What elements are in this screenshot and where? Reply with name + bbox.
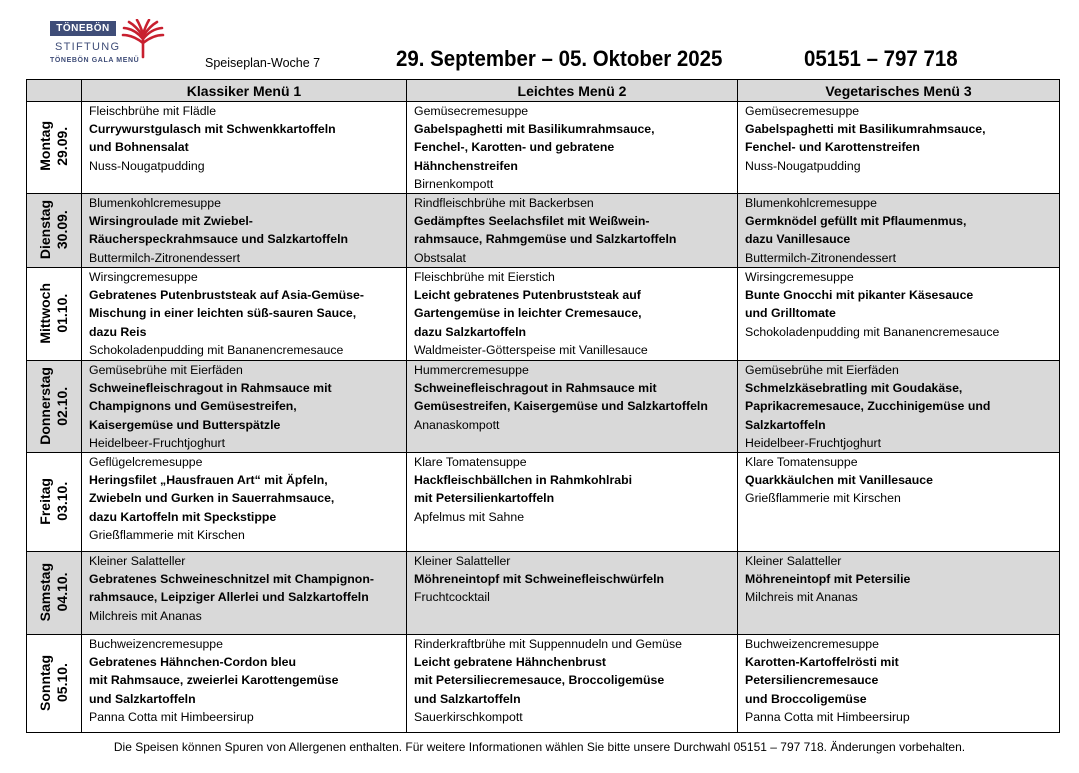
day-row [27, 635, 1060, 733]
menu-cell [82, 552, 407, 635]
main-dish-text: Heringsfilet „Hausfrauen Art“ mit Äpfeln, Zwiebeln und Gurken in Sauerrahmsauce, dazu Kartoffeln mit Speckstippe [89, 473, 335, 524]
starter-text: Klare Tomatensuppe [414, 455, 527, 470]
starter-text: Kleiner Salatteller [414, 554, 511, 569]
column-header-menu-3: Vegetarisches Menü 3 [738, 80, 1060, 102]
menu-cell [407, 194, 738, 268]
menu-cell [82, 361, 407, 453]
starter-text: Fleischbrühe mit Flädle [89, 104, 217, 118]
starter-text: Kleiner Salatteller [745, 554, 842, 569]
main-dish-text: Gebratenes Putenbruststeak auf Asia-Gemüse- Mischung in einer leichten süß-sauren Sauce, dazu Reis [89, 288, 364, 339]
day-date: 02.10. [54, 386, 70, 426]
day-cell [27, 453, 82, 552]
day-date: 04.10. [54, 573, 70, 612]
day-cell [27, 194, 82, 268]
menu-cell [82, 268, 407, 361]
day-cell [27, 635, 82, 733]
day-date: 30.09. [54, 210, 70, 250]
main-dish-text: Currywurstgulasch mit Schwenkkartoffeln und Bohnensalat [89, 122, 336, 155]
dessert-text: Obstsalat [414, 250, 466, 265]
dessert-text: Nuss-Nougatpudding [745, 158, 861, 173]
logo [50, 19, 170, 69]
main-dish-text: Schmelzkäsebratling mit Goudakäse, Paprikacremesauce, Zucchinigemüse und Salzkartoffeln [745, 381, 991, 432]
starter-text: Gemüsebrühe mit Eierfäden [745, 363, 899, 378]
menu-cell [738, 635, 1060, 733]
day-row [27, 194, 1060, 268]
starter-text: Blumenkohlcremesuppe [745, 196, 877, 211]
main-dish-text: Quarkkäulchen mit Vanillesauce [745, 473, 933, 488]
menu-cell [82, 453, 407, 552]
starter-text: Rindfleischbrühe mit Backerbsen [414, 196, 594, 211]
dessert-text: Milchreis mit Ananas [89, 608, 202, 623]
starter-text: Gemüsecremesuppe [414, 104, 529, 118]
menu-cell [82, 102, 407, 194]
day-name: Freitag [37, 478, 53, 525]
menu-cell [738, 268, 1060, 361]
day-name: Mittwoch [37, 283, 53, 344]
menu-cell [407, 361, 738, 453]
phone-number: 05151 – 797 718 [804, 46, 958, 71]
starter-text: Wirsingcremesuppe [745, 270, 854, 285]
dessert-text: Schokoladenpudding mit Bananencremesauce [745, 324, 1000, 339]
starter-text: Buchweizencremesuppe [89, 637, 223, 652]
menu-cell [407, 453, 738, 552]
dessert-text: Grießflammerie mit Kirschen [89, 527, 245, 542]
dessert-text: Milchreis mit Ananas [745, 590, 858, 605]
logo-brand-text: TÖNEBÖN [50, 21, 116, 36]
menu-cell [738, 552, 1060, 635]
starter-text: Blumenkohlcremesuppe [89, 196, 221, 211]
column-header-menu-1: Klassiker Menü 1 [82, 80, 407, 102]
day-name: Montag [37, 121, 53, 171]
logo-subtitle: TÖNEBÖN GALA MENÜ [50, 57, 140, 64]
corner-cell [27, 80, 82, 102]
dessert-text: Birnenkompott [414, 176, 494, 191]
starter-text: Rinderkraftbrühe mit Suppennudeln und Gemüse [414, 637, 682, 652]
main-dish-text: Möhreneintopf mit Schweinefleischwürfeln [414, 572, 665, 587]
day-date: 29.09. [54, 126, 70, 166]
dessert-text: Schokoladenpudding mit Bananencremesauce [89, 342, 344, 357]
starter-text: Gemüsebrühe mit Eierfäden [89, 363, 243, 378]
main-dish-text: Leicht gebratene Hähnchenbrust mit Petersiliecremesauce, Broccoligemüse und Salzkartoffeln [414, 655, 665, 706]
dessert-text: Waldmeister-Götterspeise mit Vanillesauce [414, 342, 648, 357]
date-range-title: 29. September – 05. Oktober 2025 [396, 46, 723, 71]
day-cell [27, 361, 82, 453]
starter-text: Buchweizencremesuppe [745, 637, 879, 652]
column-header-menu-2: Leichtes Menü 2 [407, 80, 738, 102]
day-date: 01.10. [54, 294, 70, 333]
day-name: Donnerstag [37, 367, 53, 445]
main-dish-text: Gebratenes Schweineschnitzel mit Champignon- rahmsauce, Leipziger Allerlei und Salzkartoffeln [89, 572, 374, 605]
starter-text: Hummercremesuppe [414, 363, 529, 378]
dessert-text: Buttermilch-Zitronendessert [745, 250, 897, 265]
day-name: Dienstag [37, 200, 53, 260]
main-dish-text: Leicht gebratenes Putenbruststeak auf Gartengemüse in leichter Cremesauce, dazu Salzkartoffeln [414, 288, 642, 339]
main-dish-text: Gebratenes Hähnchen-Cordon bleu mit Rahmsauce, zweierlei Karottengemüse und Salzkartoffeln [89, 655, 339, 706]
menu-cell [738, 361, 1060, 453]
main-dish-text: Gabelspaghetti mit Basilikumrahmsauce, Fenchel-, Karotten- und gebratene Hähnchenstreifen [414, 122, 655, 173]
menu-cell [82, 635, 407, 733]
dessert-text: Buttermilch-Zitronendessert [89, 250, 241, 265]
main-dish-text: Gedämpftes Seelachsfilet mit Weißwein- rahmsauce, Rahmgemüse und Salzkartoffeln [414, 214, 677, 247]
day-cell [27, 268, 82, 361]
dessert-text: Heidelbeer-Fruchtjoghurt [745, 435, 882, 450]
main-dish-text: Schweinefleischragout in Rahmsauce mit Gemüsestreifen, Kaisergemüse und Salzkartoffeln [414, 381, 708, 414]
starter-text: Kleiner Salatteller [89, 554, 186, 569]
menu-cell [738, 102, 1060, 194]
dessert-text: Heidelbeer-Fruchtjoghurt [89, 435, 226, 450]
starter-text: Fleischbrühe mit Eierstich [414, 270, 555, 285]
footer-note: Die Speisen können Spuren von Allergenen enthalten. Für weitere Informationen wählen Sie bitte unsere Durchwahl 05151 – 797 718. Änderungen vorbehalten. [113, 740, 966, 754]
main-dish-text: Gabelspaghetti mit Basilikumrahmsauce, Fenchel- und Karottenstreifen [745, 122, 986, 155]
main-dish-text: Schweinefleischragout in Rahmsauce mit Champignons und Gemüsestreifen, Kaisergemüse und Butterspätzle [89, 381, 332, 432]
day-name: Samstag [37, 563, 53, 622]
dessert-text: Panna Cotta mit Himbeersirup [89, 709, 254, 724]
day-cell [27, 552, 82, 635]
week-label: Speiseplan-Woche 7 [205, 56, 321, 70]
starter-text: Klare Tomatensuppe [745, 455, 858, 470]
main-dish-text: Wirsingroulade mit Zwiebel- Räucherspeckrahmsauce und Salzkartoffeln [89, 214, 349, 247]
menu-cell [738, 453, 1060, 552]
main-dish-text: Germknödel gefüllt mit Pflaumenmus, dazu Vanillesauce [745, 214, 967, 247]
dessert-text: Sauerkirschkompott [414, 709, 523, 724]
day-row [27, 102, 1060, 194]
day-date: 05.10. [54, 663, 70, 703]
starter-text: Gemüsecremesuppe [745, 104, 860, 118]
dessert-text: Ananaskompott [414, 417, 500, 432]
menu-cell [82, 194, 407, 268]
day-row [27, 361, 1060, 453]
menu-cell [738, 194, 1060, 268]
day-row [27, 453, 1060, 552]
starter-text: Wirsingcremesuppe [89, 270, 198, 285]
day-name: Sonntag [37, 655, 53, 712]
menu-cell [407, 552, 738, 635]
dessert-text: Grießflammerie mit Kirschen [745, 491, 901, 506]
dessert-text: Apfelmus mit Sahne [414, 509, 525, 524]
starter-text: Geflügelcremesuppe [89, 455, 203, 470]
menu-cell [407, 268, 738, 361]
header-row [27, 80, 1060, 102]
main-dish-text: Bunte Gnocchi mit pikanter Käsesauce und Grilltomate [745, 288, 974, 321]
day-row [27, 552, 1060, 635]
dessert-text: Panna Cotta mit Himbeersirup [745, 709, 910, 724]
menu-cell [407, 635, 738, 733]
menu-table [26, 79, 1060, 733]
day-date: 03.10. [54, 482, 70, 521]
dessert-text: Fruchtcocktail [414, 590, 490, 605]
main-dish-text: Hackfleischbällchen in Rahmkohlrabi mit Petersilienkartoffeln [414, 473, 632, 506]
main-dish-text: Möhreneintopf mit Petersilie [745, 572, 911, 587]
logo-stiftung-text: STIFTUNG [55, 41, 121, 53]
dessert-text: Nuss-Nougatpudding [89, 158, 205, 173]
main-dish-text: Karotten-Kartoffelrösti mit Petersiliencremesauce und Broccoligemüse [745, 655, 899, 706]
menu-cell [407, 102, 738, 194]
day-cell [27, 102, 82, 194]
day-row [27, 268, 1060, 361]
tree-logo-icon [121, 19, 165, 59]
